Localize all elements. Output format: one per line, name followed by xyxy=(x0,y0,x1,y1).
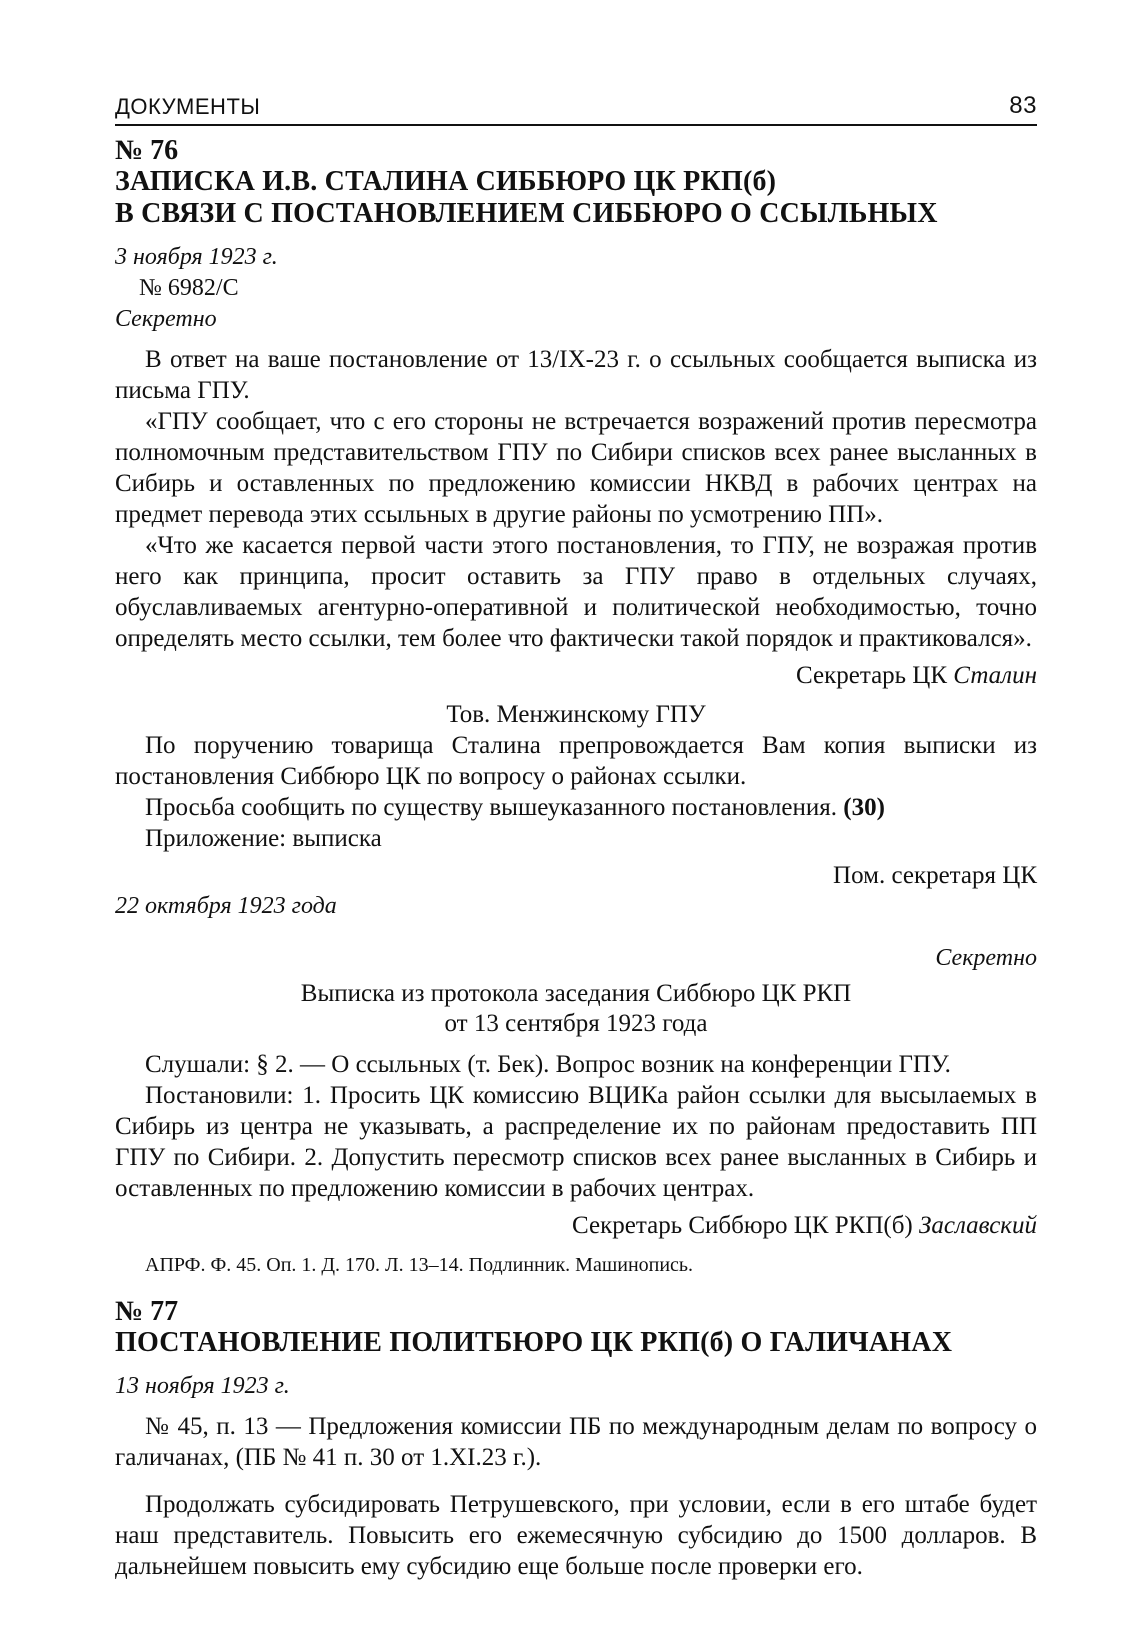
running-head-title: ДОКУМЕНТЫ xyxy=(115,94,261,119)
doc76-sign-name: Сталин xyxy=(953,662,1037,689)
doc76-extract-title1: Выписка из протокола заседания Сиббюро ЦК РКП xyxy=(300,980,852,1007)
doc77-para2: Продолжать субсидировать Петрушевского, при условии, если в его штабе будет наш представитель. Повысить его ежемесячную субсидию до 1500 долларов. В дальнейшем повысить ему субсидию еще больше после проверки его. xyxy=(115,1491,1037,1580)
doc76-para3: «Что же касается первой части этого постановления, то ГПУ, не возражая против него как принципа, просит оставить за ГПУ право в отдельных случаях, обуславливаемых агентурно-оперативной и политической необходимостью, точно определять место ссылки, тем более что фактически такой порядок и практиковался». xyxy=(115,532,1037,652)
doc76-title-line2: В СВЯЗИ С ПОСТАНОВЛЕНИЕМ СИББЮРО О ССЫЛЬНЫХ xyxy=(115,198,938,229)
doc77-date: 13 ноября 1923 г. xyxy=(115,1373,290,1399)
doc76-sign3-role: Секретарь Сиббюро ЦК РКП(б) xyxy=(572,1212,913,1239)
doc77-title: ПОСТАНОВЛЕНИЕ ПОЛИТБЮРО ЦК РКП(б) О ГАЛИЧАНАХ xyxy=(115,1327,953,1358)
doc76-archive-ref: АПРФ. Ф. 45. Оп. 1. Д. 170. Л. 13–14. Подлинник. Машинопись. xyxy=(145,1254,694,1276)
doc76-attachment: Приложение: выписка xyxy=(145,825,382,852)
doc76-signature3 xyxy=(115,1210,1037,1241)
doc76-secret-mark: Секретно xyxy=(115,306,217,332)
document-76 xyxy=(115,136,1037,1279)
doc76-para5 xyxy=(115,792,1037,823)
document-page xyxy=(115,92,1037,1582)
page-number: 83 xyxy=(1009,92,1037,119)
doc76-number: № 76 xyxy=(115,135,179,166)
doc77-number: № 77 xyxy=(115,1296,179,1327)
doc76-date2: 22 октября 1923 года xyxy=(115,893,337,919)
doc76-para2: «ГПУ сообщает, что с его стороны не встречается возражений против пересмотра полномочным представительством ГПУ по Сибири списков всех ранее высланных в Сибирь и оставленных по предложению комиссии НКВД в рабочих центрах на предмет перевода этих ссыльных в другие районы по усмотрению ПП». xyxy=(115,408,1037,528)
doc76-addressee: Тов. Менжинскому ГПУ xyxy=(446,701,706,728)
document-77 xyxy=(115,1297,1037,1582)
doc76-sign3-name: Заславский xyxy=(919,1212,1037,1239)
doc76-signature xyxy=(115,660,1037,691)
doc76-para4: По поручению товарища Сталина препровождается Вам копия выписки из постановления Сиббюро ЦК по вопросу о районах ссылки. xyxy=(115,732,1037,790)
doc76-para1: В ответ на ваше постановление от 13/IX-23 г. о ссыльных сообщается выписка из письма ГПУ. xyxy=(115,346,1037,404)
doc76-sign-role: Секретарь ЦК xyxy=(796,662,948,689)
doc76-footnote-ref: (30) xyxy=(843,794,885,821)
doc76-extract-title2: от 13 сентября 1923 года xyxy=(444,1010,708,1037)
doc76-title-line1: ЗАПИСКА И.В. СТАЛИНА СИББЮРО ЦК РКП(б) xyxy=(115,166,777,197)
doc76-heard: Слушали: § 2. — О ссыльных (т. Бек). Вопрос возник на конференции ГПУ. xyxy=(145,1051,951,1078)
doc76-reg-number: № 6982/С xyxy=(139,275,239,301)
running-head xyxy=(115,92,1037,126)
doc76-para5-text: Просьба сообщить по существу вышеуказанного постановления. xyxy=(145,794,838,821)
doc76-date: 3 ноября 1923 г. xyxy=(115,244,278,270)
doc76-secret-mark2: Секретно xyxy=(935,945,1037,971)
doc76-assistant-sign: Пом. секретаря ЦК xyxy=(833,862,1037,889)
doc76-resolved: Постановили: 1. Просить ЦК комиссию ВЦИКа район ссылки для высылаемых в Сибирь из центра не указывать, а распределение их по районам предоставить ПП ГПУ по Сибири. 2. Допустить пересмотр списков всех ранее высланных в Сибирь и оставленных по предложению комиссии в рабочих центрах. xyxy=(115,1082,1037,1202)
doc77-para1: № 45, п. 13 — Предложения комиссии ПБ по международным делам по вопросу о галичанах, (ПБ № 41 п. 30 от 1.XI.23 г.). xyxy=(115,1413,1037,1471)
